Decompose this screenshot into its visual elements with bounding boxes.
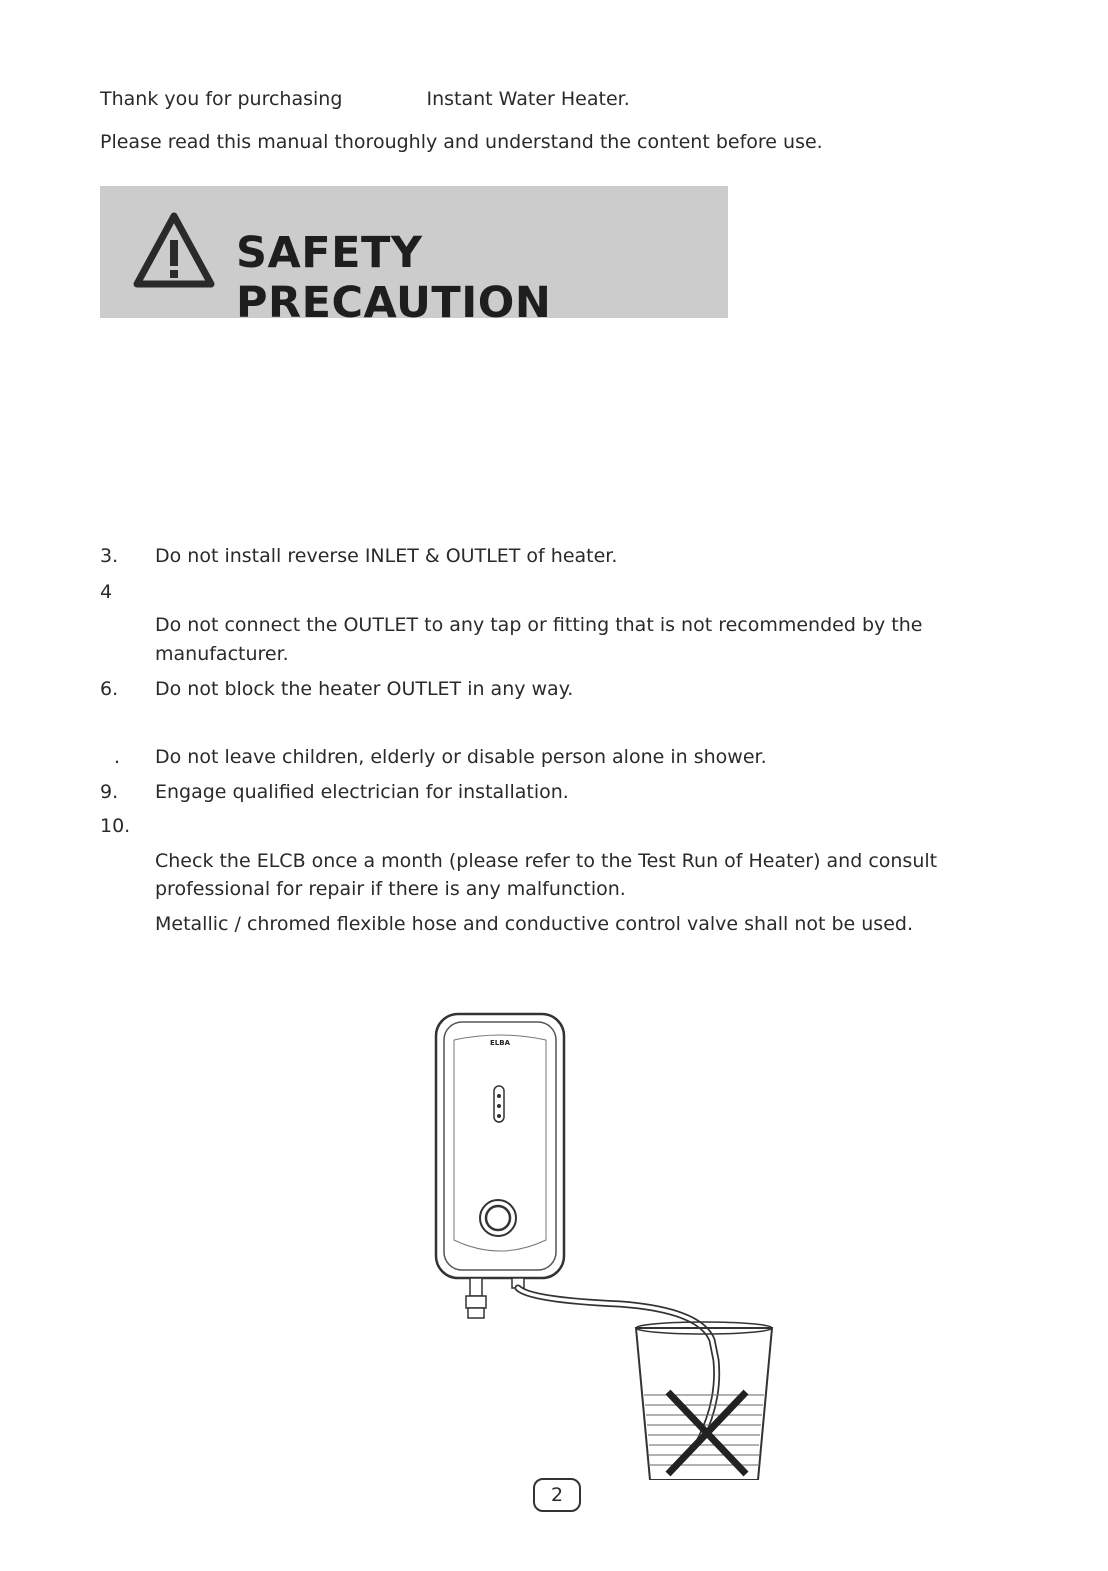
intro-thanks bbox=[100, 88, 630, 110]
cross-icon bbox=[668, 1392, 746, 1474]
item-text: Metallic / chromed flexible hose and conductive control valve shall not be used. bbox=[155, 913, 913, 935]
item-text: professional for repair if there is any malfunction. bbox=[155, 878, 626, 900]
intro-read-manual: Please read this manual thoroughly and understand the content before use. bbox=[100, 131, 823, 153]
heater-illustration bbox=[420, 1000, 790, 1480]
item-text: Do not leave children, elderly or disable person alone in shower. bbox=[155, 746, 767, 768]
item-number: 10. bbox=[100, 815, 131, 837]
item-text: Do not install reverse INLET & OUTLET of heater. bbox=[155, 545, 618, 567]
item-text: manufacturer. bbox=[155, 643, 289, 665]
item-number: 6. bbox=[100, 678, 119, 700]
page-number: 2 bbox=[533, 1478, 581, 1512]
item-text: Do not connect the OUTLET to any tap or fitting that is not recommended by the bbox=[155, 614, 923, 636]
item-number: 3. bbox=[100, 545, 119, 567]
item-text: Check the ELCB once a month (please refer to the Test Run of Heater) and consult bbox=[155, 850, 938, 872]
brand-logo: ELBA bbox=[490, 1039, 510, 1047]
item-number: 9. bbox=[100, 781, 119, 803]
item-number: 4 bbox=[100, 581, 113, 603]
banner-title: SAFETY PRECAUTION bbox=[236, 228, 552, 328]
safety-banner bbox=[100, 186, 728, 328]
item-text: Do not block the heater OUTLET in any way. bbox=[155, 678, 574, 700]
intro-thanks-a: Thank you for purchasing bbox=[100, 88, 343, 110]
intro-thanks-b: Instant Water Heater. bbox=[426, 88, 630, 110]
warning-triangle-icon bbox=[132, 210, 216, 290]
item-number: . bbox=[114, 746, 121, 768]
item-text: Engage qualified electrician for installation. bbox=[155, 781, 569, 803]
